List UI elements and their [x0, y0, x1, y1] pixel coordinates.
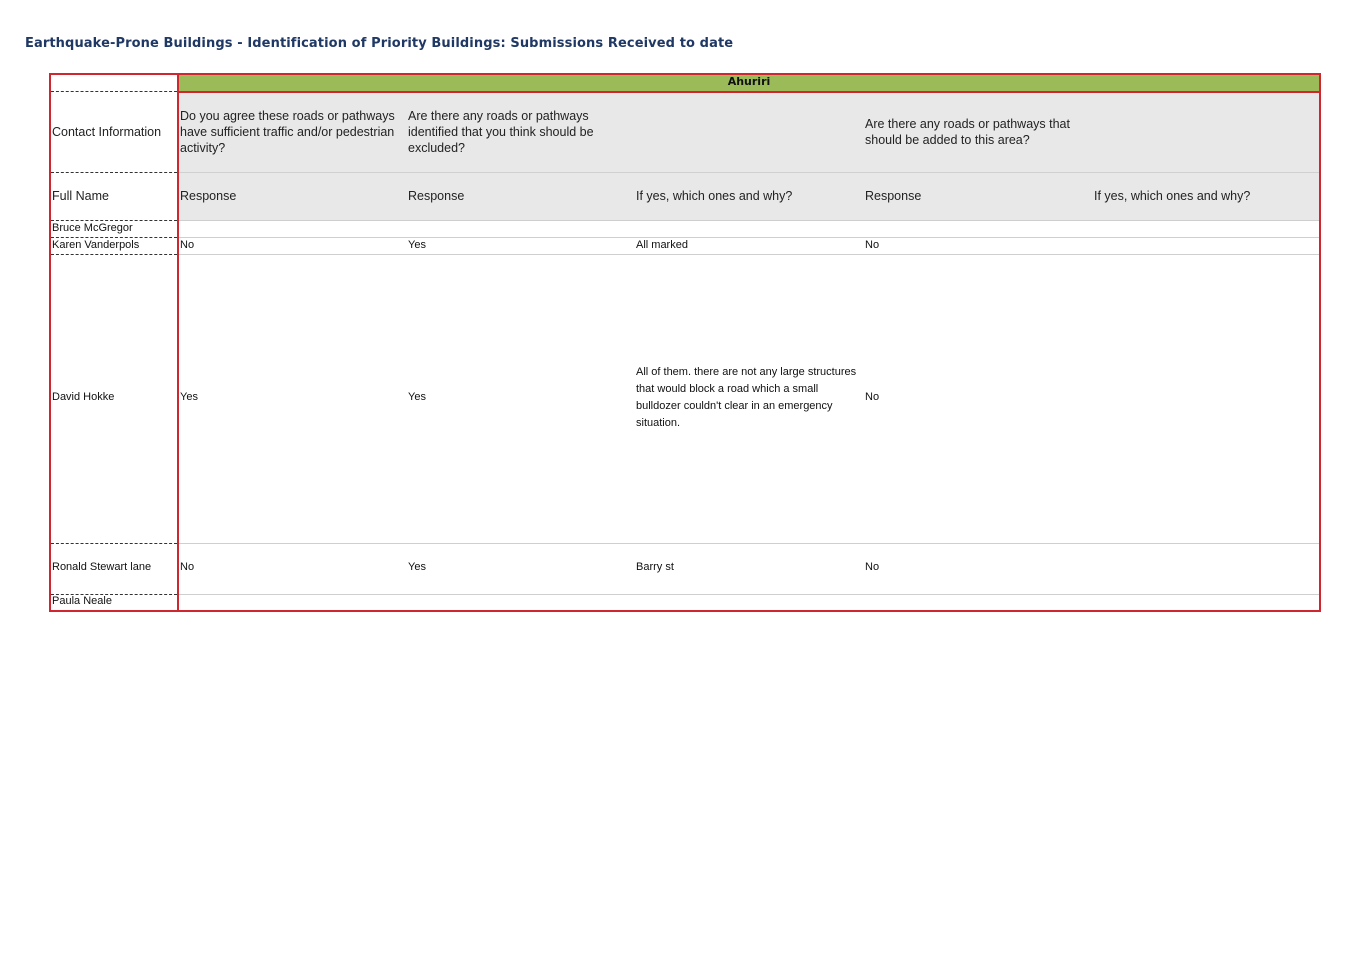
submissions-table [49, 73, 1321, 612]
row-q3-response: No [865, 561, 880, 573]
row-q2-response: Yes [408, 561, 426, 573]
q3-why-header: If yes, which ones and why? [1094, 189, 1251, 203]
question-3-header: Are there any roads or pathways that should be added to this area? [865, 117, 1070, 147]
row-q1-response: Yes [180, 391, 198, 403]
row-q1-response: No [180, 561, 195, 573]
row-name: Karen Vanderpols [52, 239, 140, 251]
row-q2-response: Yes [408, 391, 426, 403]
row-name: David Hokke [52, 391, 115, 403]
row-name: Paula Neale [52, 595, 112, 607]
document-title: Earthquake-Prone Buildings - Identification of Priority Buildings: Submissions Received to date [25, 36, 734, 51]
row-q2-why: Barry st [636, 561, 674, 573]
q1-response-header: Response [180, 189, 237, 203]
q2-why-header: If yes, which ones and why? [636, 189, 793, 203]
q3-response-header: Response [865, 189, 922, 203]
contact-column-highlight [49, 73, 179, 612]
area-header: Ahuriri [727, 75, 771, 88]
contact-information-header: Contact Information [52, 125, 162, 139]
row-q2-response: Yes [408, 239, 426, 251]
row-q1-response: No [180, 239, 195, 251]
question-2-header: Are there any roads or pathways identified that you think should be excluded? [408, 109, 594, 155]
question-1-header: Do you agree these roads or pathways have sufficient traffic and/or pedestrian activity? [180, 109, 395, 155]
row-name: Bruce McGregor [52, 222, 133, 234]
full-name-header: Full Name [52, 189, 109, 203]
row-q2-why: All marked [636, 239, 688, 251]
row-q2-why: All of them. there are not any large structures that would block a road which a small bulldozer couldn't clear in an emergency situation. [636, 366, 857, 429]
q2-response-header: Response [408, 189, 465, 203]
row-q3-response: No [865, 391, 880, 403]
row-q3-response: No [865, 239, 880, 251]
responses-highlight [177, 91, 1321, 612]
area-header-highlight [177, 73, 1321, 93]
row-name: Ronald Stewart lane [52, 561, 152, 573]
